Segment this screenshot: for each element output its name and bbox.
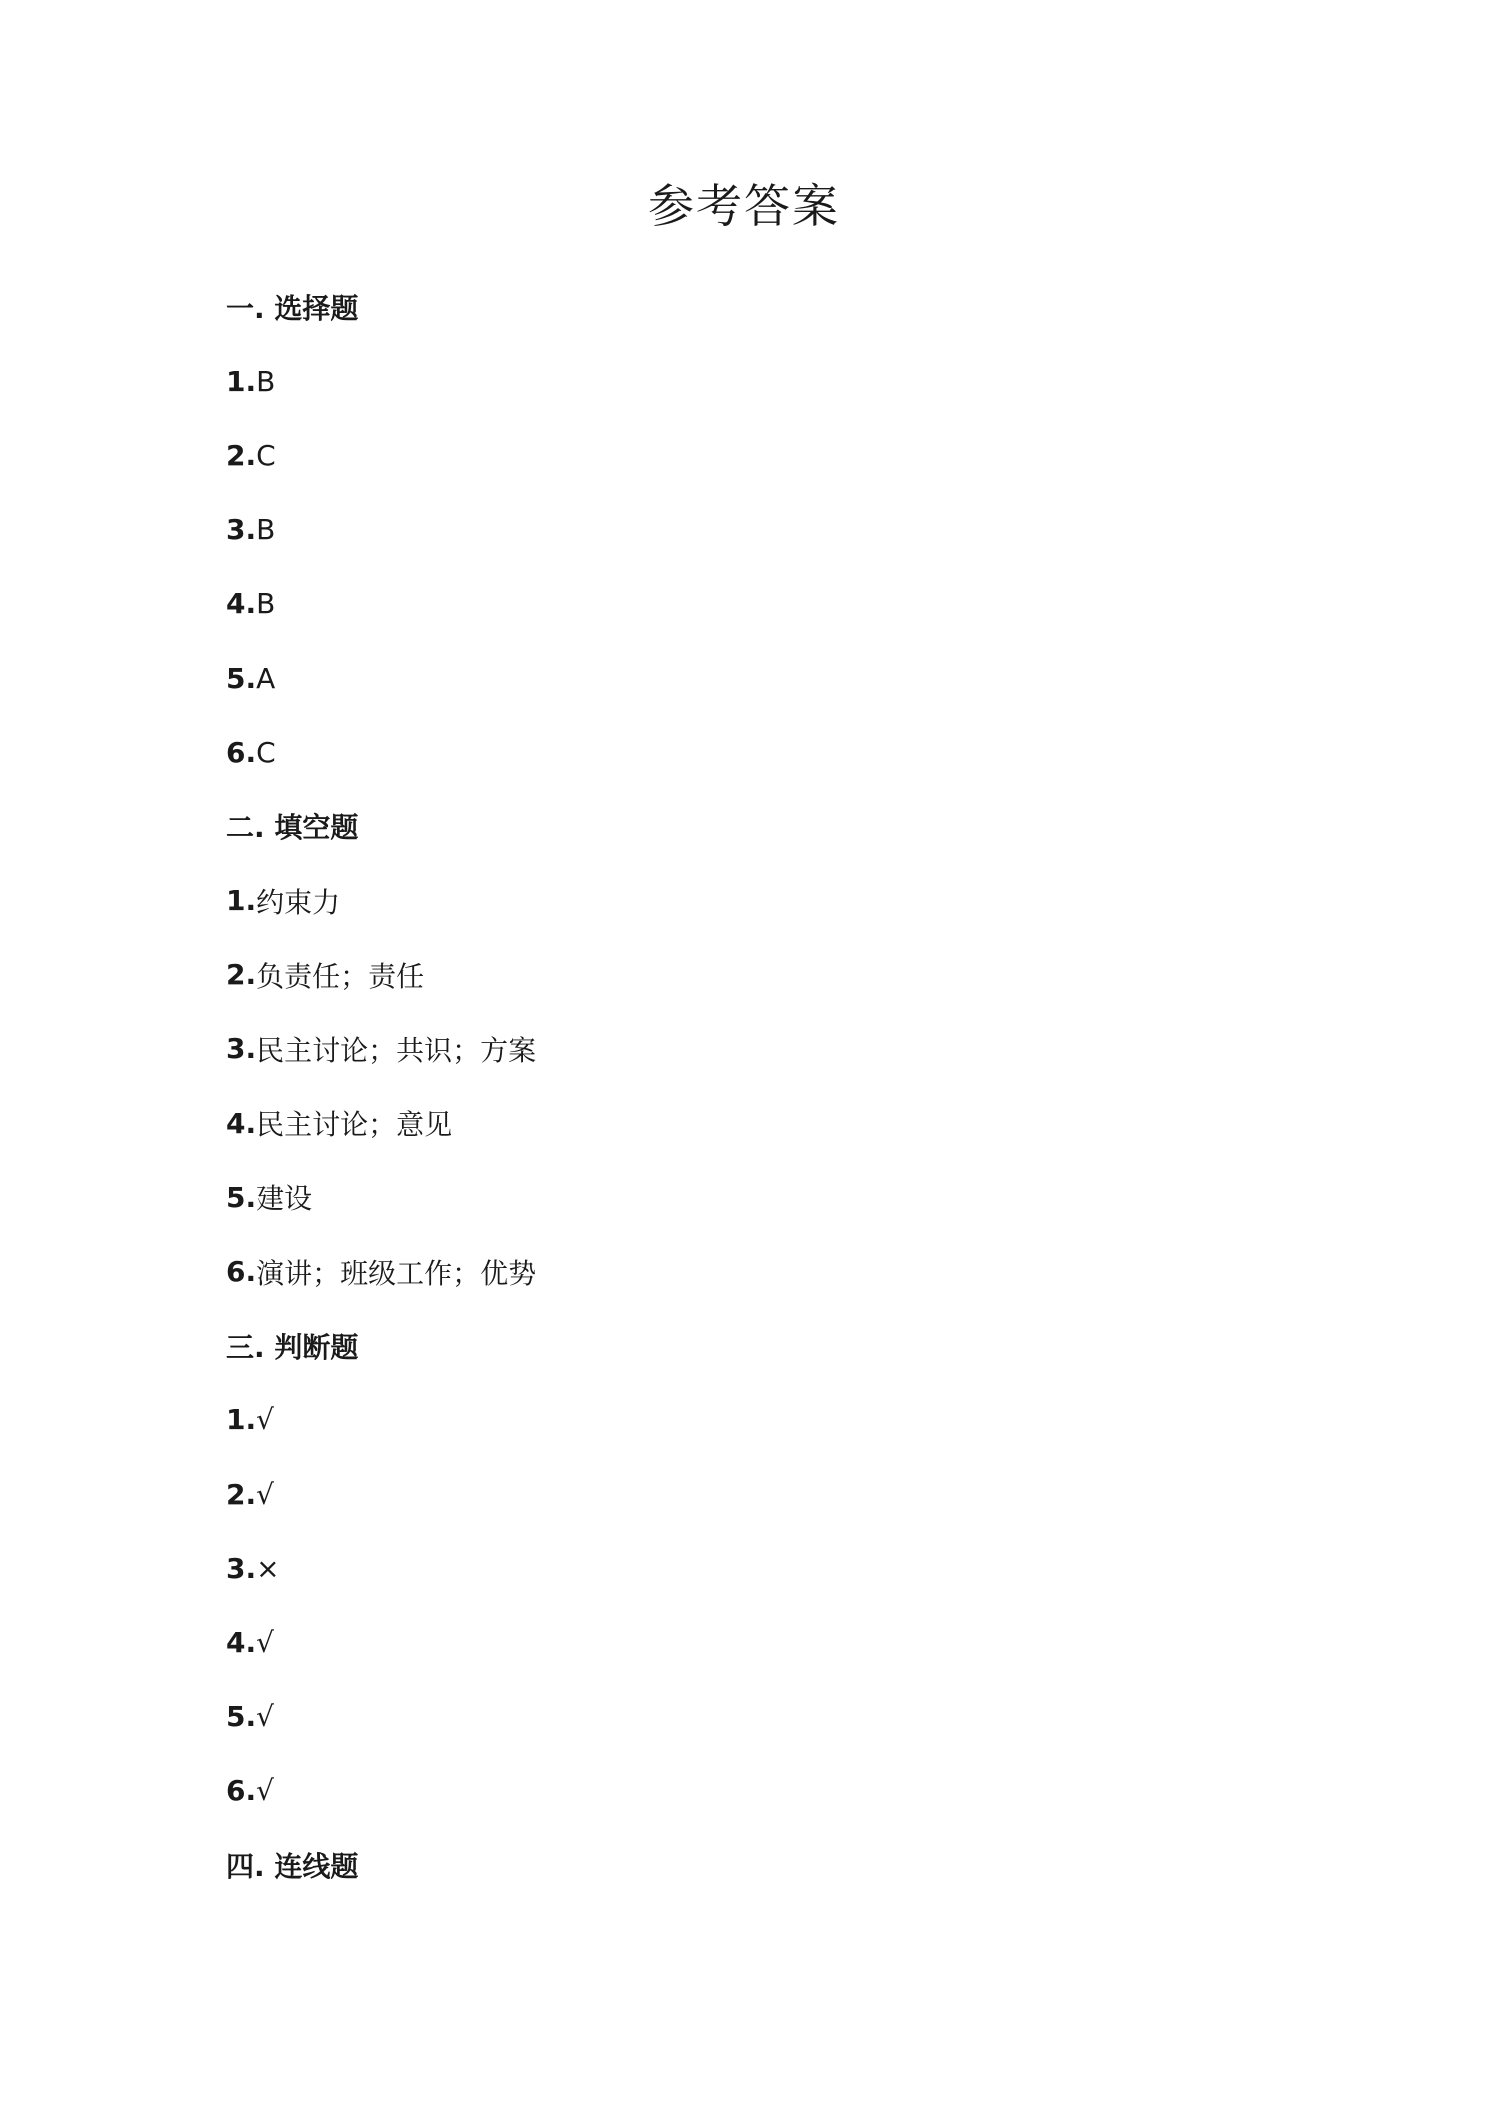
answer-item (226, 1680, 1326, 1754)
item-answer: B (256, 364, 276, 398)
answer-item (226, 715, 1326, 789)
page-title: 参考答案 (648, 179, 840, 233)
answer-item (226, 1605, 1326, 1679)
answer-item (226, 1234, 1326, 1308)
item-answer: C (256, 735, 276, 769)
item-number: 1. (226, 364, 257, 398)
item-answer: √ (256, 1403, 274, 1437)
answer-item (226, 864, 1326, 938)
item-number: 6. (226, 1774, 257, 1808)
item-answer: 民主讨论；意见 (256, 1108, 453, 1142)
item-number: 3. (226, 1551, 257, 1585)
answer-item (226, 344, 1326, 418)
item-answer: √ (256, 1700, 274, 1734)
answer-item (226, 938, 1326, 1012)
answer-item (226, 567, 1326, 641)
section-heading-choice: 一. 选择题 (226, 292, 359, 326)
item-answer: 演讲；班级工作；优势 (256, 1256, 537, 1290)
item-number: 6. (226, 735, 257, 769)
answer-item (226, 1086, 1326, 1160)
answer-item (226, 1531, 1326, 1605)
answer-item (226, 418, 1326, 492)
item-number: 6. (226, 1255, 257, 1289)
item-number: 2. (226, 438, 257, 472)
item-answer: 约束力 (256, 885, 341, 919)
item-number: 1. (226, 884, 257, 918)
item-number: 3. (226, 513, 257, 547)
answer-item (226, 1754, 1326, 1828)
item-answer: B (256, 587, 276, 621)
answer-item (226, 1160, 1326, 1234)
section-heading-matching: 四. 连线题 (226, 1850, 359, 1884)
section-heading-fill-blank: 二. 填空题 (226, 811, 359, 845)
item-number: 5. (226, 1180, 257, 1214)
item-answer: 建设 (256, 1182, 313, 1216)
item-answer: 负责任；责任 (256, 959, 425, 993)
item-answer: √ (256, 1625, 274, 1659)
item-answer: B (256, 513, 276, 547)
answer-item (226, 493, 1326, 567)
item-answer: √ (256, 1477, 274, 1511)
answer-content (226, 270, 1326, 1902)
item-number: 5. (226, 661, 257, 695)
item-number: 5. (226, 1700, 257, 1734)
item-answer: C (256, 438, 276, 472)
item-number: 4. (226, 587, 257, 621)
answer-item (226, 641, 1326, 715)
item-number: 3. (226, 1032, 257, 1066)
answer-item (226, 1383, 1326, 1457)
item-answer: × (256, 1551, 280, 1585)
item-number: 2. (226, 1477, 257, 1511)
item-number: 2. (226, 958, 257, 992)
answer-item (226, 1012, 1326, 1086)
item-answer: 民主讨论；共识；方案 (256, 1033, 537, 1067)
section-heading-true-false: 三. 判断题 (226, 1330, 359, 1364)
item-answer: √ (256, 1774, 274, 1808)
item-answer: A (256, 661, 276, 695)
item-number: 4. (226, 1625, 257, 1659)
item-number: 1. (226, 1403, 257, 1437)
answer-item (226, 1457, 1326, 1531)
item-number: 4. (226, 1106, 257, 1140)
